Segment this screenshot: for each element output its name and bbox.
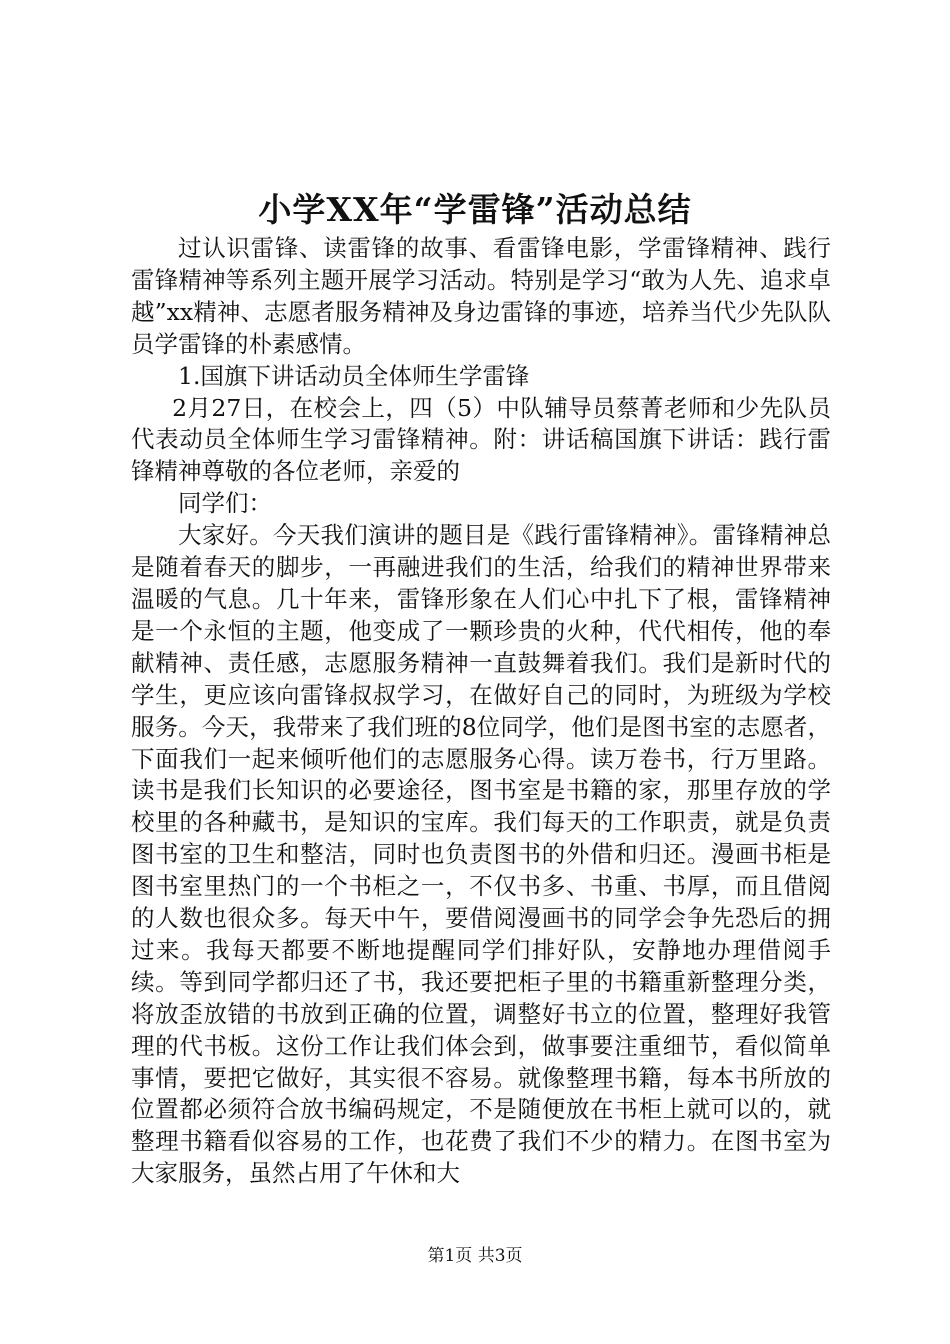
paragraph-speech: 大家好。今天我们演讲的题目是《践行雷锋精神》。雷锋精神总是随着春天的脚步，一再融进我们的生活，给我们的精神世界带来温暖的气息。几十年来，雷锋形象在人们心中扎下了根，雷锋精神是一个永恒的主题，他变成了一颗珍贵的火种，代代相传，他的奉献精神、责任感，志愿服务精神一直鼓舞着我们。我们是新时代的学生，更应该向雷锋叔叔学习，在做好自己的同时，为班级为学校服务。今天，我带来了我们班的8位同学，他们是图书室的志愿者，下面我们一起来倾听他们的志愿服务心得。读万卷书，行万里路。读书是我们长知识的必要途径，图书室是书籍的家，那里存放的学校里的各种藏书，是知识的宝库。我们每天的工作职责，就是负责图书室的卫生和整洁，同时也负责图书的外借和归还。漫画书柜是图书室里热门的一个书柜之一，不仅书多、书重、书厚，而且借阅的人数也很众多。每天中午，要借阅漫画书的同学会争先恐后的拥过来。我每天都要不断地提醒同学们排好队，安静地办理借阅手续。等到同学都归还了书，我还要把柜子里的书籍重新整理分类，将放歪放错的书放到正确的位置，调整好书立的位置，整理好我管理的代书板。这份工作让我们体会到，做事要注重细节，看似简单事情，要把它做好，其实很不容易。就像整理书籍，每本书所放的位置都必须符合放书编码规定，不是随便放在书柜上就可以的，就整理书籍看似容易的工作，也花费了我们不少的精力。在图书室为大家服务，虽然占用了午休和大 — [131, 521, 831, 1188]
document-body — [131, 233, 831, 1190]
section-heading-flag-speech: 1.国旗下讲话动员全体师生学雷锋 — [178, 361, 530, 390]
page-footer: 第1页 共3页 — [427, 1246, 523, 1266]
paragraph-event: 2月27日，在校会上，四（5）中队辅导员蔡菁老师和少先队员代表动员全体师生学习雷锋精神。附：讲话稿国旗下讲话：践行雷锋精神尊敬的各位老师，亲爱的 — [131, 393, 831, 486]
paragraph-intro: 过认识雷锋、读雷锋的故事、看雷锋电影，学雷锋精神、践行雷锋精神等系列主题开展学习活动。特别是学习“敢为人先、追求卓越”xx精神、志愿者服务精神及身边雷锋的事迹，培养当代少先队队员学雷锋的朴素感情。 — [131, 234, 831, 358]
paragraph-salutation: 同学们： — [178, 489, 272, 518]
document-title: 小学XX年“学雷锋”活动总结 — [258, 190, 692, 229]
